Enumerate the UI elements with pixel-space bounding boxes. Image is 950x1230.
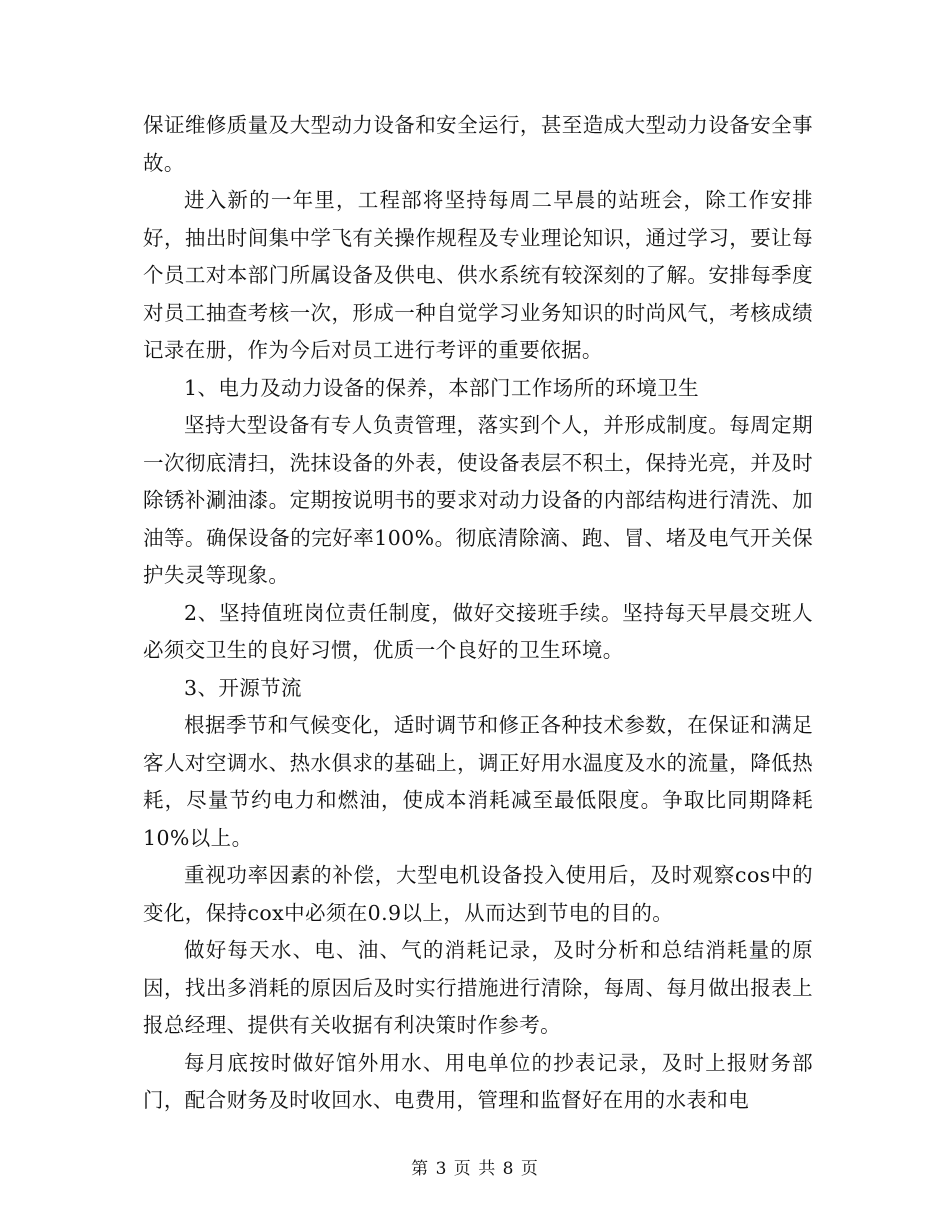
document-body: [143, 107, 813, 1120]
paragraph-meter-reading: 每月底按时做好馆外用水、用电单位的抄表记录，及时上报财务部门，配合财务及时收回水、电费用，管理和监督好在用的水表和电: [143, 1050, 813, 1112]
paragraph-seasonal-adjustment: 根据季节和气候变化，适时调节和修正各种技术参数，在保证和满足客人对空调水、热水俱求的基础上，调正好用水温度及水的流量，降低热耗，尽量节约电力和燃油，使成本消耗减至最低限度。争取比同期降耗10%以上。: [143, 713, 813, 850]
page-footer: 第 3 页 共 8 页: [411, 1159, 539, 1179]
section-heading-maintenance: 1、电力及动力设备的保养，本部门工作场所的环境卫生: [184, 375, 700, 400]
section-heading-duty-system: 2、坚持值班岗位责任制度，做好交接班手续。坚持每天早晨交班人必须交卫生的良好习惯，优质一个良好的卫生环境。: [143, 600, 813, 662]
paragraph-equipment-care: 坚持大型设备有专人负责管理，落实到个人，并形成制度。每周定期一次彻底清扫，洗抹设备的外表，使设备表层不积土，保持光亮，并及时除锈补涮油漆。定期按说明书的要求对动力设备的内部结构进行清洗、加油等。确保设备的完好率100%。彻底清除滴、跑、冒、堵及电气开关保护失灵等现象。: [143, 413, 813, 587]
paragraph-continuation: 保证维修质量及大型动力设备和安全运行，甚至造成大型动力设备安全事故。: [143, 113, 813, 175]
paragraph-power-factor: 重视功率因素的补偿，大型电机设备投入使用后，及时观察cos中的变化，保持cox中必须在0.9以上，从而达到节电的目的。: [143, 863, 813, 925]
paragraph-consumption-records: 做好每天水、电、油、气的消耗记录，及时分析和总结消耗量的原因，找出多消耗的原因后及时实行措施进行清除，每周、每月做出报表上报总经理、提供有关收据有利决策时作参考。: [143, 938, 813, 1037]
paragraph-training-plan: 进入新的一年里，工程部将坚持每周二早晨的站班会，除工作安排好，抽出时间集中学飞有关操作规程及专业理论知识，通过学习，要让每个员工对本部门所属设备及供电、供水系统有较深刻的了解。安排每季度对员工抽查考核一次，形成一种自觉学习业务知识的时尚风气，考核成绩记录在册，作为今后对员工进行考评的重要依据。: [143, 188, 813, 362]
section-heading-energy-saving: 3、开源节流: [184, 675, 302, 700]
